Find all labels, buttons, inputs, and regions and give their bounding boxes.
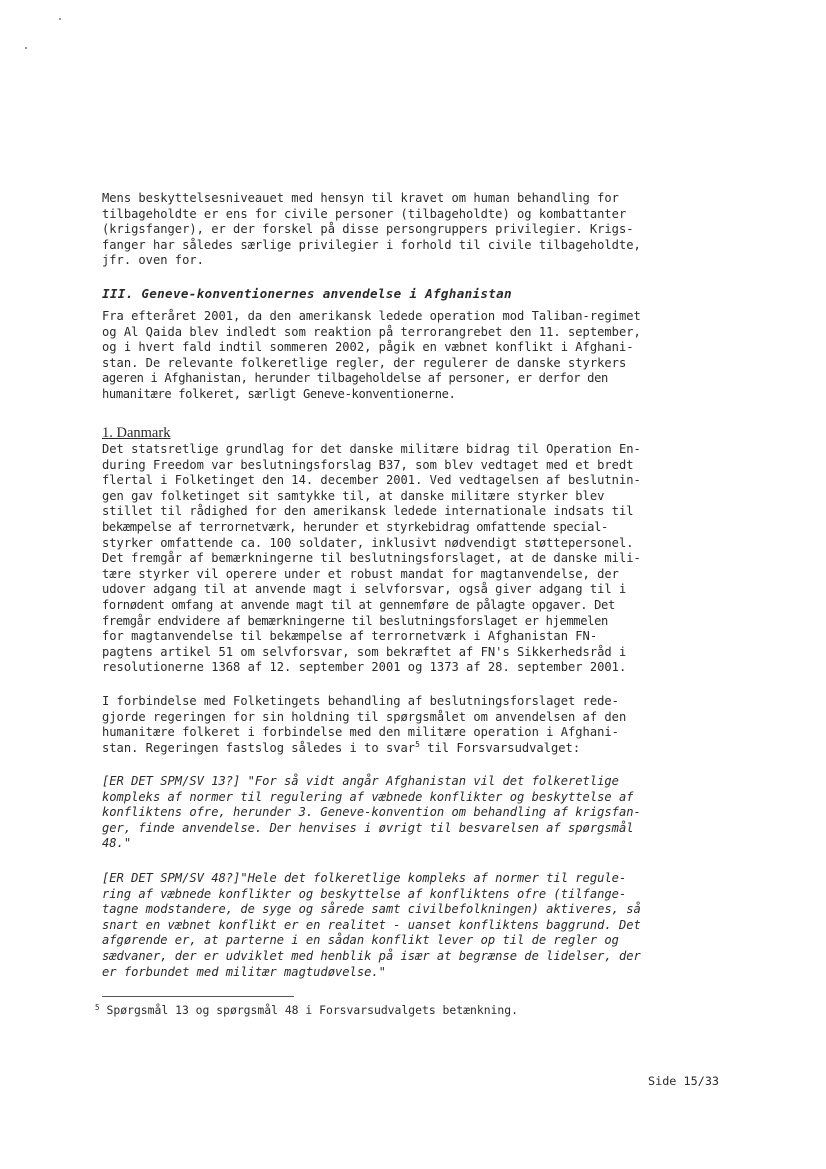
text-line: tilbageholdte er ens for civile personer (tilbageholdte) og kombattanter bbox=[102, 206, 627, 221]
text-line: [ER DET SPM/SV 48?]"Hele det folkeretlige kompleks af normer til regule- bbox=[102, 871, 627, 885]
text-line: og Al Qaida blev indledt som reaktion på terrorangrebet den 11. september, bbox=[102, 324, 641, 339]
scan-speck bbox=[25, 47, 27, 49]
paragraph-regering bbox=[102, 694, 734, 756]
text-line: for magtanvendelse til bekæmpelse af terrornetværk i Afghanistan FN- bbox=[102, 629, 598, 644]
footnote-text: Spørgsmål 13 og spørgsmål 48 i Forsvarsudvalgets betænkning. bbox=[106, 1003, 518, 1017]
text-line: Fra efteråret 2001, da den amerikansk ledede operation mod Taliban-regimet bbox=[102, 309, 641, 323]
text-line: Det statsretlige grundlag for det danske militære bidrag til Operation En- bbox=[102, 442, 641, 456]
text-line bbox=[102, 741, 734, 757]
text-line: snart en væbnet konflikt er en realitet - uanset konfliktens baggrund. Det bbox=[102, 917, 641, 932]
text-line: ageren i Afghanistan, herunder tilbageholdelse af personer, er derfor den bbox=[102, 371, 608, 386]
text-line: resolutionerne 1368 af 12. september 2001 og 1373 af 28. september 2001. bbox=[102, 660, 627, 675]
text-line: styrker omfattende ca. 100 soldater, inklusivt nødvendigt støttepersonel. bbox=[102, 535, 634, 550]
text-line: gen gav folketinget sit samtykke til, at danske militære styrker blev bbox=[102, 488, 605, 503]
text-line: Mens beskyttelsesniveauet med hensyn til kravet om human behandling for bbox=[102, 191, 619, 205]
text-line: pagtens artikel 51 om selvforsvar, som bekræftet af FN's Sikkerhedsråd i bbox=[102, 644, 627, 659]
text-line: afgørende er, at parterne i en sådan konflikt lever op til de regler og bbox=[102, 933, 619, 948]
text-line: gjorde regeringen for sin holdning til spørgsmålet om anvendelsen af den bbox=[102, 709, 627, 724]
subsection-heading: 1. Danmark bbox=[102, 425, 171, 441]
text-line: [ER DET SPM/SV 13?] "For så vidt angår Afghanistan vil det folkeretlige bbox=[102, 774, 619, 788]
text-line: 48." bbox=[102, 836, 132, 851]
scan-speck bbox=[59, 18, 61, 20]
text-line: during Freedom var beslutningsforslag B37, som blev vedtaget med et bredt bbox=[102, 457, 634, 472]
text-line: humanitære folkeret, særligt Geneve-konventionerne. bbox=[102, 386, 456, 401]
footnote-divider bbox=[102, 996, 294, 997]
text-line: humanitære folkeret i forbindelse med den militære operation i Afghani- bbox=[102, 725, 619, 740]
text-line: udover adgang til at anvende magt i selvforsvar, også giver adgang til i bbox=[102, 582, 627, 597]
text-line: konfliktens ofre, herunder 3. Geneve-konvention om behandling af krigsfan- bbox=[102, 805, 641, 820]
text-line: fremgår endvidere af bemærkningerne til beslutningsforslaget er hjemmelen bbox=[102, 613, 608, 628]
text-line: stan. De relevante folkeretlige regler, der regulerer de danske styrkers bbox=[102, 355, 627, 370]
text-line-start: stan. Regeringen fastslog således i to svar bbox=[102, 740, 416, 755]
footnote bbox=[95, 1003, 518, 1017]
text-line: stillet til rådighed for den amerikansk ledede internationale indsats til bbox=[102, 504, 634, 519]
quote-answer-13 bbox=[102, 774, 734, 852]
text-line: tagne modstandere, de syge og sårede samt civilbefolkningen) aktiveres, så bbox=[102, 902, 641, 917]
text-line-end: til Forsvarsudvalget: bbox=[419, 740, 581, 755]
paragraph-danmark bbox=[102, 442, 734, 676]
paragraph-intro bbox=[102, 191, 734, 269]
footnote-reference: 5 bbox=[415, 739, 420, 749]
text-line: ring af væbnede konflikter og beskyttelse af konfliktens ofre (tilfange- bbox=[102, 886, 627, 901]
text-line: (krigsfanger), er der forskel på disse persongruppers privilegier. Krigs- bbox=[102, 222, 634, 237]
footnote-mark: 5 bbox=[95, 1003, 100, 1012]
text-line: bekæmpelse af terrornetværk, herunder et styrkebidrag omfattende special- bbox=[102, 519, 608, 534]
text-line: I forbindelse med Folketingets behandling af beslutningsforslaget rede- bbox=[102, 694, 619, 708]
text-line: sædvaner, der er udviklet med henblik på især at begrænse de lidelser, der bbox=[102, 948, 641, 963]
quote-answer-48 bbox=[102, 871, 734, 980]
page-number: Side 15/33 bbox=[648, 1074, 720, 1088]
text-line: Det fremgår af bemærkningerne til beslutningsforslaget, at de danske mili- bbox=[102, 551, 641, 566]
text-line: flertal i Folketinget den 14. december 2001. Ved vedtagelsen af beslutnin- bbox=[102, 473, 641, 488]
text-line: fanger har således særlige privilegier i forhold til civile tilbageholdte, bbox=[102, 237, 641, 252]
section-heading: III. Geneve-konventionernes anvendelse i Afghanistan bbox=[102, 286, 512, 301]
text-line: er forbundet med militær magtudøvelse." bbox=[102, 964, 386, 979]
text-line: fornødent omfang at anvende magt til at gennemføre de pålagte opgaver. Det bbox=[102, 597, 615, 612]
text-line: tære styrker vil operere under et robust mandat for magtanvendelse, der bbox=[102, 566, 619, 581]
text-line: og i hvert fald indtil sommeren 2002, pågik en væbnet konflikt i Afghani- bbox=[102, 340, 634, 355]
text-line: ger, finde anvendelse. Der henvises i øvrigt til besvarelsen af spørgsmål bbox=[102, 820, 634, 835]
text-line: jfr. oven for. bbox=[102, 253, 204, 268]
text-line: kompleks af normer til regulering af væbnede konflikter og beskyttelse af bbox=[102, 789, 634, 804]
paragraph-section bbox=[102, 309, 734, 403]
